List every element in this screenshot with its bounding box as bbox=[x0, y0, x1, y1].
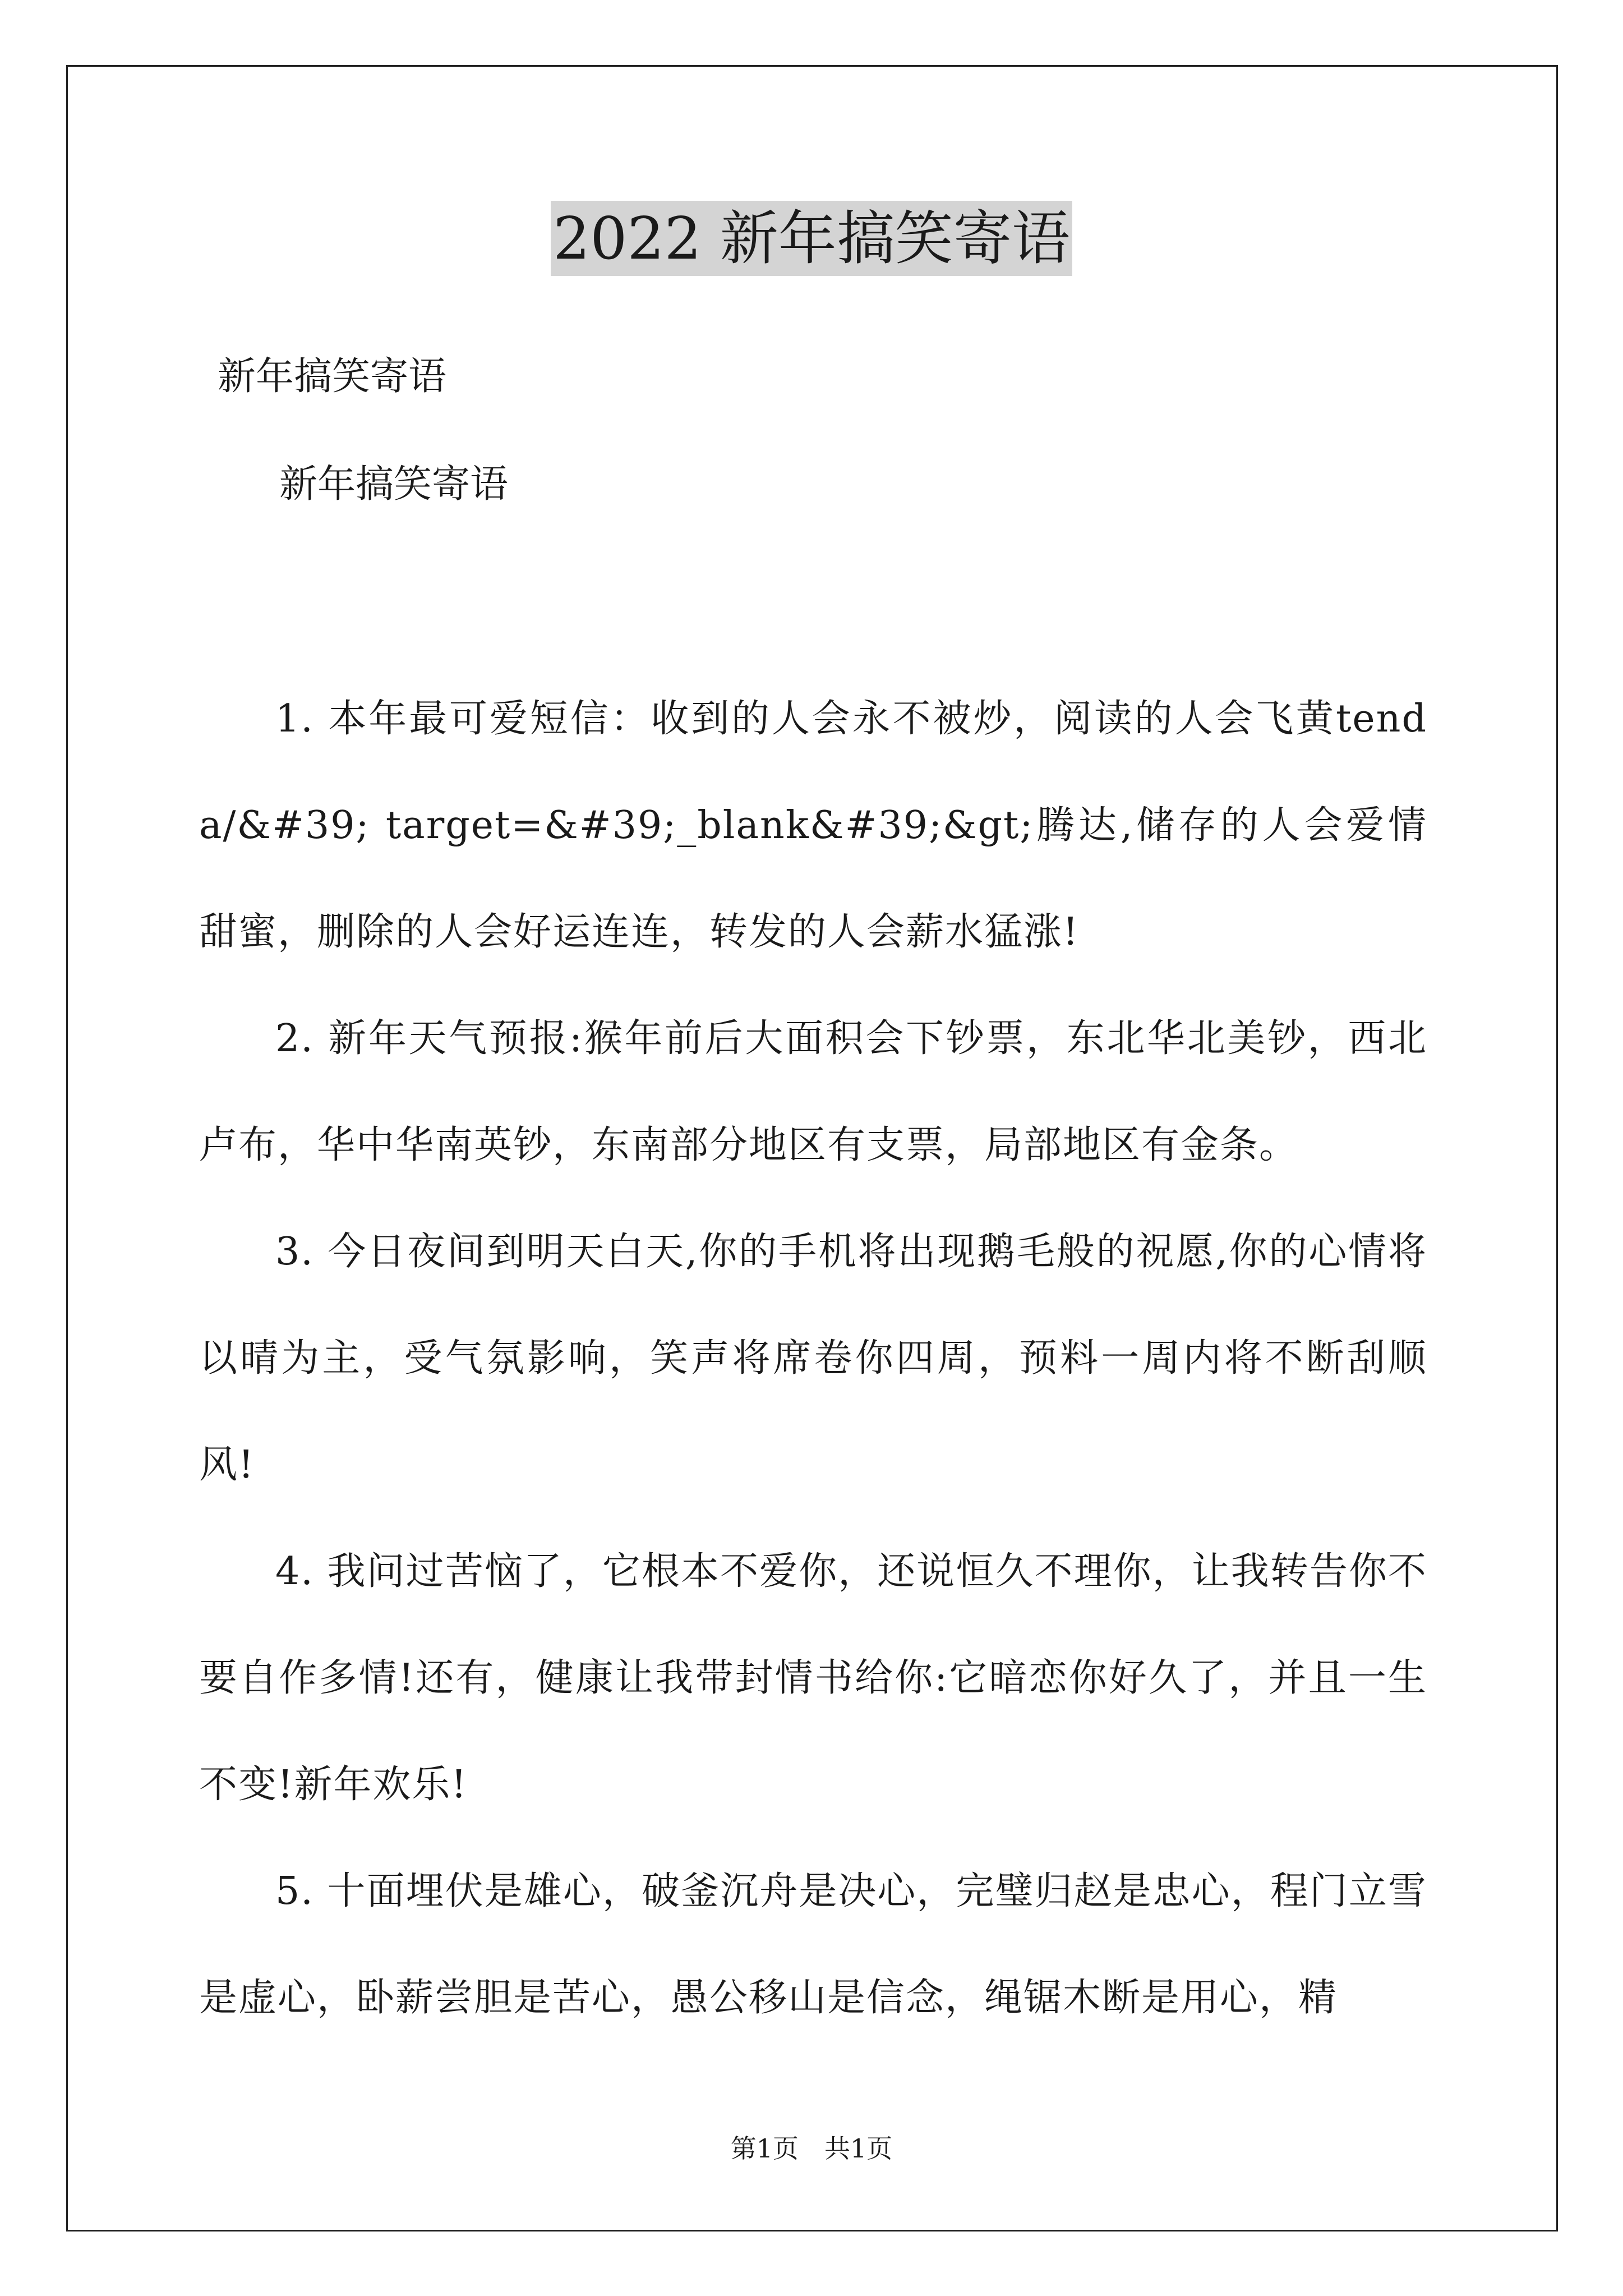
document-title bbox=[0, 196, 1623, 280]
document-body bbox=[199, 666, 1427, 2051]
paragraph-1: 1. 本年最可爱短信：收到的人会永不被炒，阅读的人会飞黄tenda/&#39; target=&#39;_blank&#39;&gt;腾达,储存的人会爱情甜蜜，删除的人会好运连连，转发的人会薪水猛涨! bbox=[199, 697, 1427, 954]
paragraph-2: 2. 新年天气预报:猴年前后大面积会下钞票，东北华北美钞，西北卢布，华中华南英钞，东南部分地区有支票，局部地区有金条。 bbox=[199, 1016, 1427, 1167]
subheading-1: 新年搞笑寄语 bbox=[218, 355, 447, 399]
paragraph-3: 3. 今日夜间到明天白天,你的手机将出现鹅毛般的祝愿,你的心情将以晴为主，受气氛影响，笑声将席卷你四周，预料一周内将不断刮顺风! bbox=[199, 1230, 1427, 1487]
paragraph-4: 4. 我问过苦恼了，它根本不爱你，还说恒久不理你，让我转告你不要自作多情!还有，健康让我带封情书给你:它暗恋你好久了，并且一生不变!新年欢乐! bbox=[199, 1549, 1427, 1807]
subheading-2: 新年搞笑寄语 bbox=[279, 462, 509, 507]
document-title-text: 2022 新年搞笑寄语 bbox=[551, 201, 1072, 276]
paragraph-5: 5. 十面埋伏是雄心，破釜沉舟是决心，完璧归赵是忠心，程门立雪是虚心，卧薪尝胆是苦心，愚公移山是信念，绳锯木断是用心，精 bbox=[199, 1869, 1427, 2020]
page-footer: 第1页 共1页 bbox=[730, 2133, 893, 2164]
